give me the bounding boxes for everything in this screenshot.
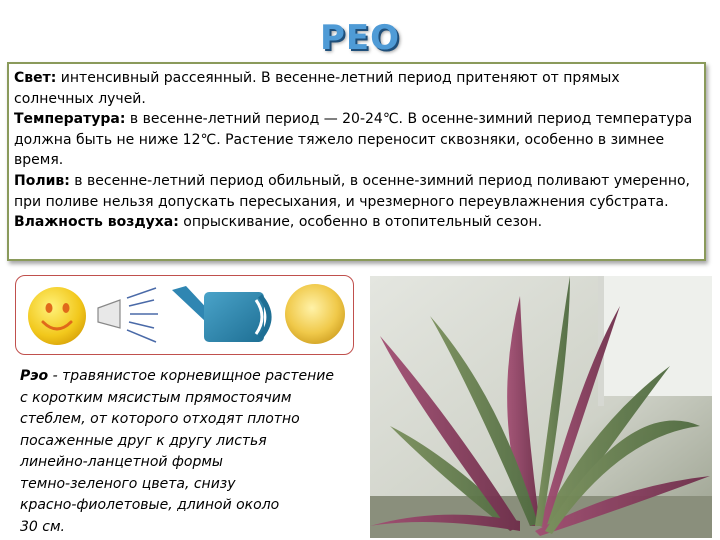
care-light-text: интенсивный рассеянный. В весенне-летний период притеняют от прямых солнечных лучей. — [14, 70, 620, 107]
page-title: РЕО — [319, 18, 401, 58]
spray-mist-icon — [98, 288, 158, 342]
care-humidity-text: опрыскивание, особенно в отопительный сезон. — [178, 214, 543, 231]
description-line: 30 см. — [20, 518, 65, 535]
care-watering-text: в весенне-летний период обильный, в осенне-зимний период поливают умеренно, при поливе нельзя допускать пересыхания, и чрезмерного переувлажнения субстрата. — [14, 172, 690, 210]
description-text: - травянистое корневищное растение — [48, 368, 334, 384]
smiley-sun-icon — [28, 287, 86, 345]
care-humidity — [14, 212, 699, 233]
care-temperature — [14, 109, 699, 171]
care-icons-panel — [15, 275, 354, 355]
care-watering-label: Полив: — [14, 172, 70, 189]
care-info-box — [7, 62, 706, 261]
description-line: с коротким мясистым прямостоячим — [20, 389, 292, 406]
description-line: темно-зеленого цвета, снизу — [20, 475, 236, 492]
care-watering — [14, 171, 699, 212]
care-temperature-text: в весенне-летний период — 20-24℃. В осенне-зимний период температура должна быть не ниже 12℃. Растение тяжело переносит сквозняки, особенно в зимнее время. — [14, 111, 693, 169]
description-line: стеблем, от которого отходят плотно — [20, 411, 300, 427]
care-humidity-label: Влажность воздуха: — [14, 214, 179, 231]
description-line-1 — [20, 366, 365, 388]
plant-description — [20, 366, 365, 538]
plant-name: Рэо — [20, 368, 49, 384]
plant-photo — [370, 276, 712, 538]
coin-disc-icon — [285, 284, 345, 344]
care-light-label: Свет: — [14, 70, 57, 86]
care-light — [14, 68, 699, 109]
description-line: красно-фиолетовые, длиной около — [20, 497, 280, 513]
watering-can-icon — [172, 286, 269, 342]
care-temperature-label: Температура: — [14, 111, 126, 128]
description-line: посаженные друг к другу листья — [20, 432, 267, 449]
description-line: линейно-ланцетной формы — [20, 454, 223, 470]
